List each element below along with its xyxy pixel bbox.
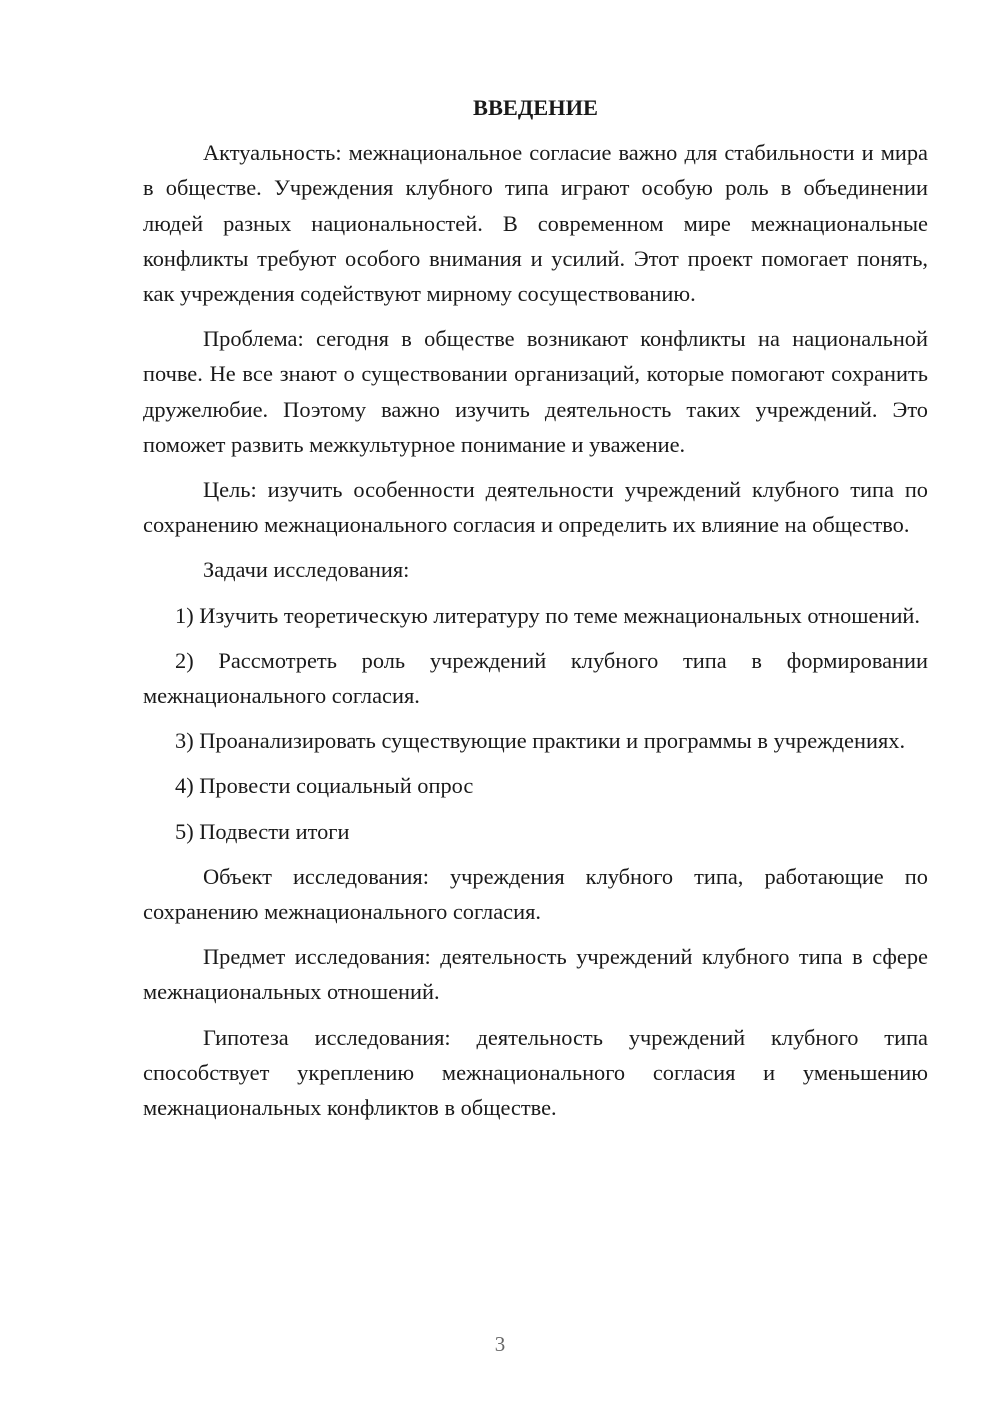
relevance-paragraph: Актуальность: межнациональное согласие важно для стабильности и мира в обществе. Учреждения клубного типа играют особую роль в объединении людей разных национальностей. В современном мире межнациональные конфликты требуют особого внимания и усилий. Этот проект помогает понять, как учреждения содействуют мирному сосуществованию.: [143, 140, 928, 307]
task-item: 3) Проанализировать существующие практики и программы в учреждениях.: [175, 728, 906, 754]
subject-paragraph: Предмет исследования: деятельность учреждений клубного типа в сфере межнациональных отношений.: [143, 944, 928, 1005]
task-item: 1) Изучить теоретическую литературу по теме межнациональных отношений.: [175, 602, 921, 628]
tasks-title: Задачи исследования:: [203, 557, 410, 583]
task-item: 2) Рассмотреть роль учреждений клубного типа в формировании межнационального согласия.: [143, 647, 928, 709]
task-item: 5) Подвести итоги: [175, 818, 350, 844]
section-heading: ВВЕДЕНИЕ: [473, 95, 598, 120]
page-content: [143, 90, 928, 1135]
problem-paragraph: Проблема: сегодня в обществе возникают конфликты на национальной почве. Не все знают о существовании организаций, которые помогают сохранить дружелюбие. Поэтому важно изучить деятельность таких учреждений. Это поможет развить межкультурное понимание и уважение.: [143, 326, 928, 457]
task-item: 4) Провести социальный опрос: [175, 773, 474, 799]
page-number: 3: [494, 1332, 506, 1356]
hypothesis-paragraph: Гипотеза исследования: деятельность учреждений клубного типа способствует укреплению межнационального согласия и уменьшению межнациональных конфликтов в обществе.: [143, 1024, 928, 1121]
goal-paragraph: Цель: изучить особенности деятельности учреждений клубного типа по сохранению межнационального согласия и определить их влияние на общество.: [143, 477, 928, 538]
object-paragraph: Объект исследования: учреждения клубного типа, работающие по сохранению межнационального согласия.: [143, 863, 928, 925]
